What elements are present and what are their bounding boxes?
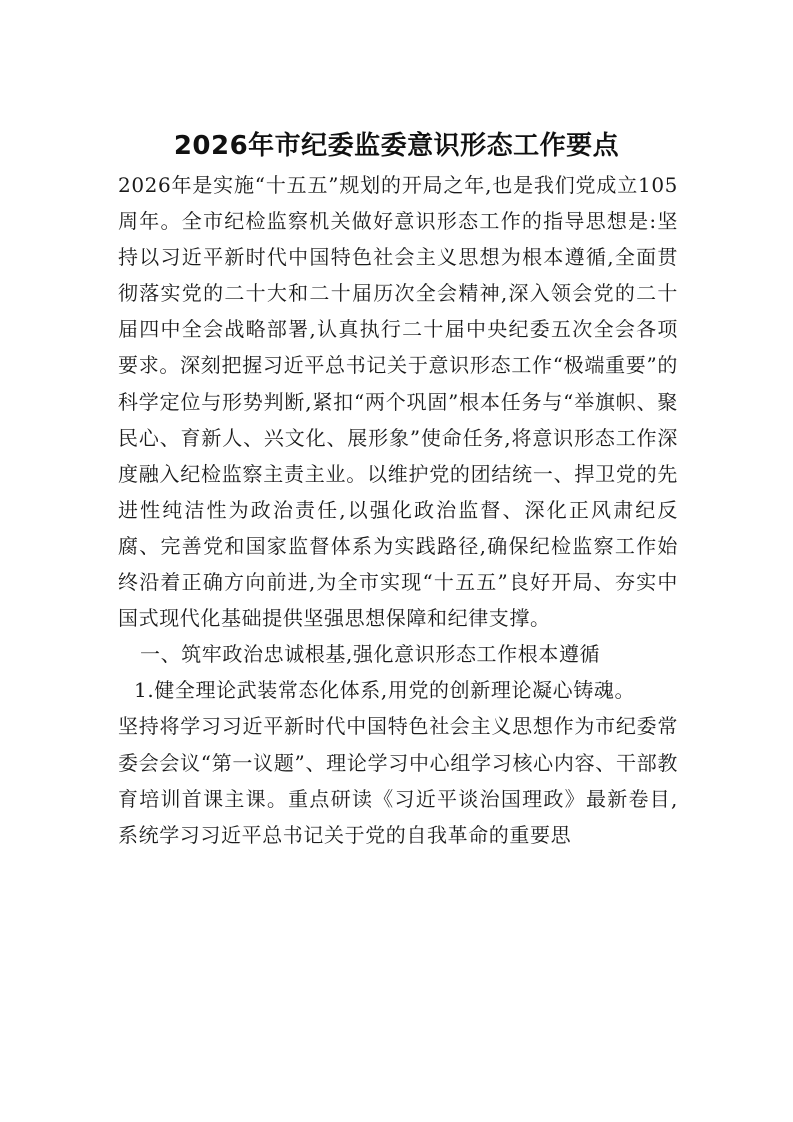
section-heading-1: 一、筑牢政治忠诚根基,强化意识形态工作根本遵循: [140, 642, 601, 667]
document-title: 2026年市纪委监委意识形态工作要点: [173, 131, 620, 161]
subsection-paragraph-1: 坚持将学习习近平新时代中国特色社会主义思想作为市纪委常委会会议“第一议题”、理论学习中心组学习核心内容、干部教育培训首课主课。重点研读《习近平谈治国理政》最新卷目,系统学习习近平总书记关于党的自我革命的重要思: [118, 714, 678, 847]
document-body: [118, 167, 678, 853]
intro-paragraph: 2026年是实施“十五五”规划的开局之年,也是我们党成立105周年。全市纪检监察机关做好意识形态工作的指导思想是:坚持以习近平新时代中国特色社会主义思想为根本遵循,全面贯彻落实党的二十大和二十届历次全会精神,深入领会党的二十届四中全会战略部署,认真执行二十届中央纪委五次全会各项要求。深刻把握习近平总书记关于意识形态工作“极端重要”的科学定位与形势判断,紧扣“两个巩固”根本任务与“举旗帜、聚民心、育新人、兴文化、展形象”使命任务,将意识形态工作深度融入纪检监察主责主业。以维护党的团结统一、捍卫党的先进性纯洁性为政治责任,以强化政治监督、深化正风肃纪反腐、完善党和国家监督体系为实践路径,确保纪检监察工作始终沿着正确方向前进,为全市实现“十五五”良好开局、夯实中国式现代化基础提供坚强思想保障和纪律支撑。: [118, 173, 678, 631]
subsection-heading-1: 1.健全理论武装常态化体系,用党的创新理论凝心铸魂。: [134, 678, 636, 703]
